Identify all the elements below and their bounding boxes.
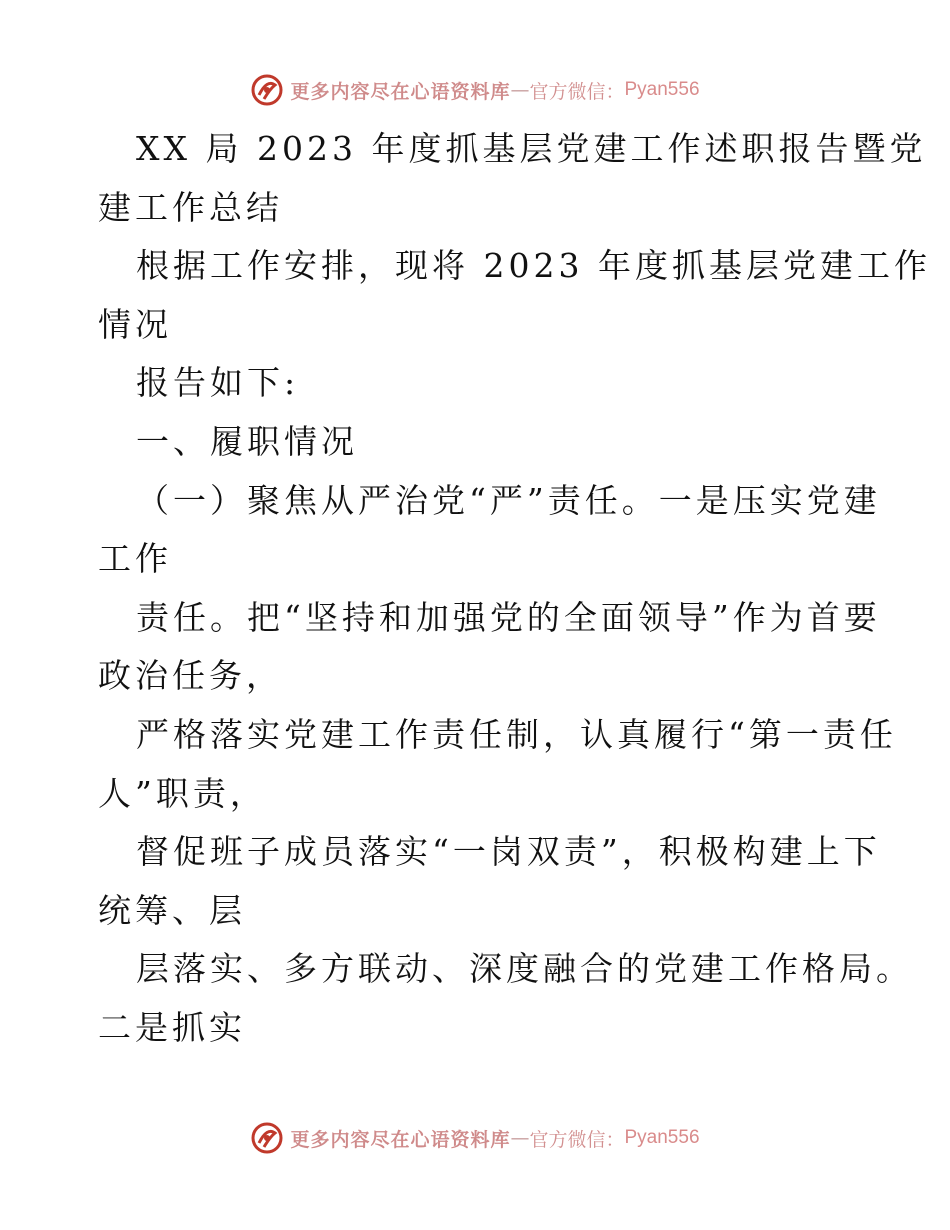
paragraph-line: 责任。把“坚持和加强党的全面领导”作为首要 — [136, 597, 881, 637]
paragraph-line: 层落实、多方联动、深度融合的党建工作格局。 — [136, 949, 913, 989]
paragraph-line: 二是抓实 — [98, 1007, 246, 1047]
paragraph-line: 政治任务， — [98, 656, 283, 696]
watermark-dash: — — [510, 79, 530, 101]
watermark-wechat-id: Pyan556 — [624, 1127, 700, 1148]
red-swirl-logo-icon — [250, 73, 284, 107]
paragraph-line: 督促班子成员落实“一岗双责”，积极构建上下 — [136, 832, 881, 872]
paragraph-line: （一）聚焦从严治党“严”责任。一是压实党建 — [136, 480, 881, 520]
paragraph-line: 人”职责， — [98, 773, 267, 813]
watermark-wechat-id: Pyan556 — [624, 79, 700, 100]
paragraph-line: 严格落实党建工作责任制，认真履行“第一责任 — [136, 714, 897, 754]
section-heading: 一、履职情况 — [136, 421, 358, 461]
watermark-site-text: 更多内容尽在心语资料库 — [290, 1128, 511, 1151]
footer-watermark — [0, 1118, 950, 1158]
paragraph-line: 情况 — [98, 304, 172, 344]
watermark-contact-text: 官方微信： — [529, 1128, 625, 1151]
paragraph-line: 统筹、层 — [98, 890, 246, 930]
watermark-contact-text: 官方微信： — [529, 80, 625, 103]
title-line-2: 建工作总结 — [98, 187, 283, 227]
paragraph-line: 工作 — [98, 539, 172, 579]
watermark-dash: — — [510, 1127, 530, 1149]
watermark-site-text: 更多内容尽在心语资料库 — [290, 80, 511, 103]
header-watermark — [0, 70, 950, 110]
title-line-1: XX 局 2023 年度抓基层党建工作述职报告暨党 — [136, 129, 927, 168]
red-swirl-logo-icon — [250, 1121, 284, 1155]
document-body — [98, 120, 931, 1058]
paragraph-line: 报告如下: — [136, 363, 300, 403]
paragraph-line: 根据工作安排，现将 2023 年度抓基层党建工作 — [136, 246, 931, 286]
